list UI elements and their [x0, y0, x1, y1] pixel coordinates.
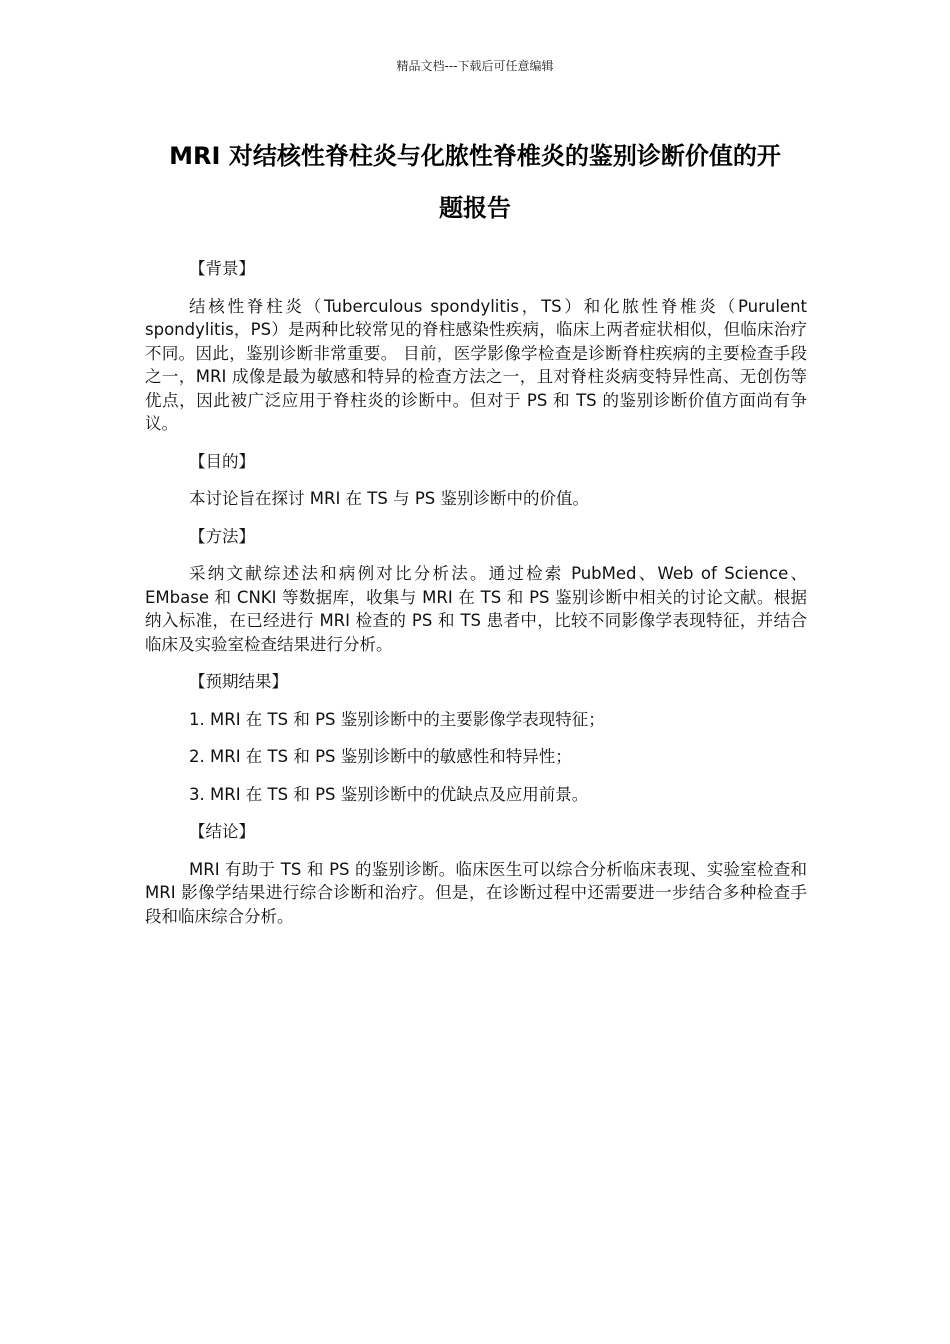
method-heading: 【方法】: [189, 526, 255, 546]
conclusion-heading: 【结论】: [189, 822, 255, 841]
method-paragraph: 采纳文献综述法和病例对比分析法。通过检索 PubMed、Web of Science、EMbase 和 CNKI 等数据库，收集与 MRI 在 TS 和 PS 鉴别诊断中相关的讨论文献。根据纳入标准，在已经进行 MRI 检查的 PS 和 TS 患者中，比较不同影像学表现特征，并结合临床及实验室检查结果进行分析。: [145, 564, 807, 654]
expected-results-heading: 【预期结果】: [189, 672, 288, 691]
document-body: [145, 257, 807, 942]
title-line-1: MRI 对结核性脊柱炎与化脓性脊椎炎的鉴别诊断价值的开: [169, 142, 781, 170]
title-line-2: 题报告: [439, 194, 511, 222]
background-paragraph: 结核性脊柱炎（Tuberculous spondylitis，TS）和化脓性脊椎炎（Purulent spondylitis，PS）是两种比较常见的脊柱感染性疾病，临床上两者症状相似，但临床治疗不同。因此，鉴别诊断非常重要。 目前，医学影像学检查是诊断脊柱疾病的主要检查手段之一，MRI 成像是最为敏感和特异的检查方法之一，且对脊柱炎病变特异性高、无创伤等优点，因此被广泛应用于脊柱炎的诊断中。但对于 PS 和 TS 的鉴别诊断价值方面尚有争议。: [145, 296, 807, 433]
objective-paragraph: 本讨论旨在探讨 MRI 在 TS 与 PS 鉴别诊断中的价值。: [189, 489, 590, 508]
document-title: [145, 130, 805, 234]
expected-result-item: 2. MRI 在 TS 和 PS 鉴别诊断中的敏感性和特异性；: [189, 747, 572, 766]
expected-result-item: 3. MRI 在 TS 和 PS 鉴别诊断中的优缺点及应用前景。: [189, 784, 589, 804]
page-header-note: 精品文档---下载后可任意编辑: [396, 59, 554, 73]
background-heading: 【背景】: [189, 259, 255, 278]
conclusion-paragraph: MRI 有助于 TS 和 PS 的鉴别诊断。临床医生可以综合分析临床表现、实验室检查和 MRI 影像学结果进行综合诊断和治疗。但是，在诊断过程中还需要进一步结合多种检查手段和临床综合分析。: [145, 859, 807, 926]
objective-heading: 【目的】: [189, 451, 255, 471]
expected-result-item: 1. MRI 在 TS 和 PS 鉴别诊断中的主要影像学表现特征；: [189, 709, 605, 729]
